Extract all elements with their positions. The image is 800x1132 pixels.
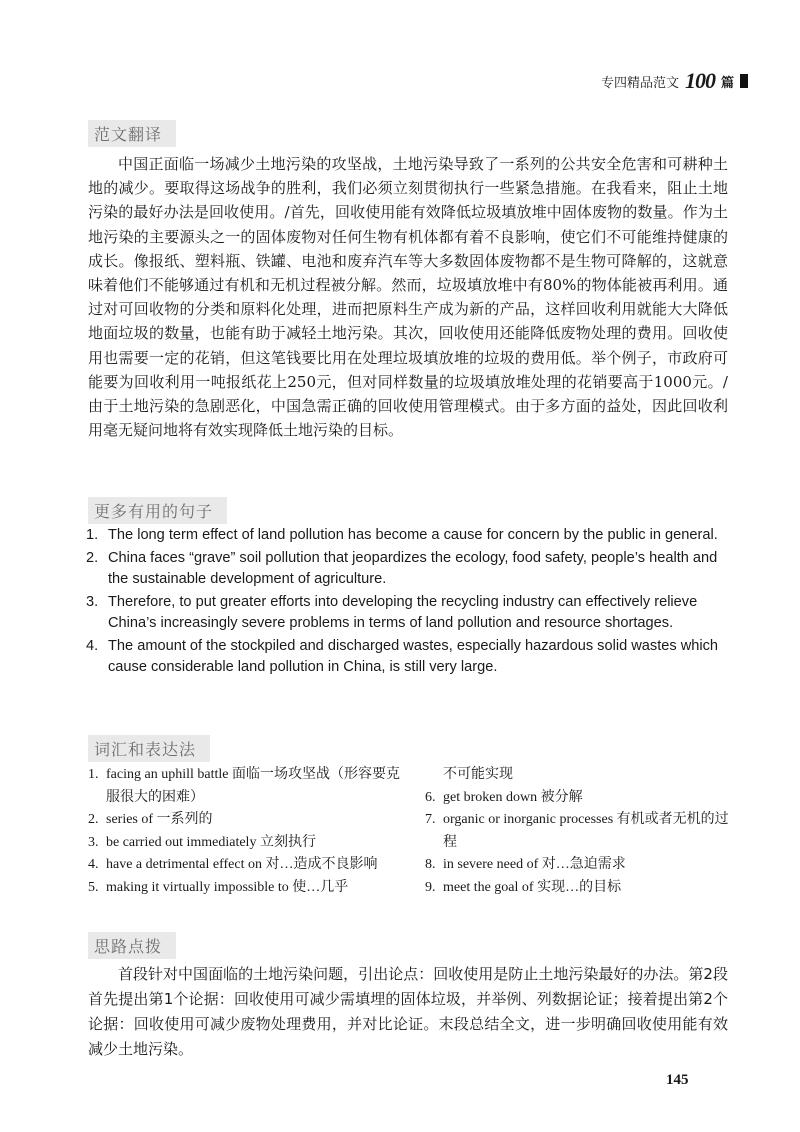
- section-label-vocabulary: 词汇和表达法: [88, 735, 210, 762]
- page-number: 145: [666, 1072, 689, 1088]
- list-item: 6. get broken down 被分解: [425, 789, 583, 805]
- list-item: 5. making it virtually impossible to 使…几乎: [88, 879, 349, 895]
- translation-paragraph: 中国正面临一场减少土地污染的攻坚战，土地污染导致了一系列的公共安全危害和可耕种土地的减少。要取得这场战争的胜利，我们必须立刻贯彻执行一些紧急措施。在我看来，阻止土地污染的最好办法是回收使用。/首先，回收使用能有效降低垃圾填放堆中固体废物的数量。作为土地污染的主要源头之一的固体废物对任何生物有机体都有着不良影响，使它们不可能维持健康的成长。像报纸、塑料瓶、铁罐、电池和废弃汽车等大多数固体废物都不是生物可降解的，这就意味着他们不能够通过有机和无机过程被分解。然而，垃圾填放堆中有80%的物体能被再利用。通过对可回收物的分类和原料化处理，进而把原料生产成为新的产品，这样回收利用就能大大降低地面垃圾的数量，也能有助于减轻土地污染。其次，回收使用还能降低废物处理的费用。回收使用也需要一定的花销，但这笔钱要比用在处理垃圾填放堆的垃圾的费用低。举个例子，市政府可能要为回收利用一吨报纸花上250元，但对同样数量的垃圾填放堆处理的花销要高于1000元。/由于土地污染的急剧恶化，中国急需正确的回收使用管理模式。由于多方面的益处，因此回收利用毫无疑问地将有效实现降低土地污染的目标。: [88, 155, 728, 440]
- section-label-useful-sentences: 更多有用的句子: [88, 497, 227, 524]
- list-item: 2. China faces “grave” soil pollution that jeopardizes the ecology, food safety, people’s health and the sustainable development of agriculture.: [86, 549, 718, 587]
- list-item: 2. series of 一系列的: [88, 812, 213, 827]
- vocabulary-columns: [88, 764, 738, 899]
- series-suffix: 篇: [720, 75, 734, 91]
- list-item: 8. in severe need of 对…急迫需求: [425, 857, 626, 872]
- list-item: 4. have a detrimental effect on 对…造成不良影响: [88, 857, 378, 872]
- vocabulary-left-column: [88, 764, 413, 899]
- section-label-translation: 范文翻译: [88, 120, 176, 147]
- list-item: 1. The long term effect of land pollution has become a cause for concern by the public in general.: [86, 527, 718, 543]
- section-label-analysis: 思路点拨: [88, 932, 176, 959]
- useful-sentences-list: [86, 525, 736, 680]
- list-item: 3. Therefore, to put greater efforts into developing the recycling industry can effectively relieve China’s increasingly severe problems in terms of land pollution and resource shortages.: [86, 593, 698, 631]
- list-item: 7. organic or inorganic processes 有机或者无机的过程: [425, 812, 729, 850]
- list-item-continuation: 不可能实现: [443, 767, 513, 782]
- analysis-paragraph: 首段针对中国面临的土地污染问题，引出论点：回收使用是防止土地污染最好的办法。第2段首先提出第1个论据：回收使用可减少需填埋的固体垃圾，并举例、列数据论证；接着提出第2个论据：回收使用可减少废物处理费用，并对比论证。末段总结全文，进一步明确回收使用能有效减少土地污染。: [88, 965, 728, 1058]
- list-item: 9. meet the goal of 实现…的目标: [425, 879, 622, 895]
- running-header: [601, 68, 748, 94]
- series-title: 专四精品范文: [600, 75, 679, 91]
- vocabulary-right-column: [413, 764, 738, 899]
- list-item: 3. be carried out immediately 立刻执行: [88, 834, 316, 850]
- list-item: 4. The amount of the stockpiled and discharged wastes, especially hazardous solid wastes which cause considerable land pollution in China, is still very large.: [86, 637, 719, 675]
- header-block-mark: [740, 74, 748, 88]
- list-item: 1. facing an uphill battle 面临一场攻坚战（形容要克服很大的困难）: [88, 767, 400, 805]
- series-count: 100: [684, 68, 715, 93]
